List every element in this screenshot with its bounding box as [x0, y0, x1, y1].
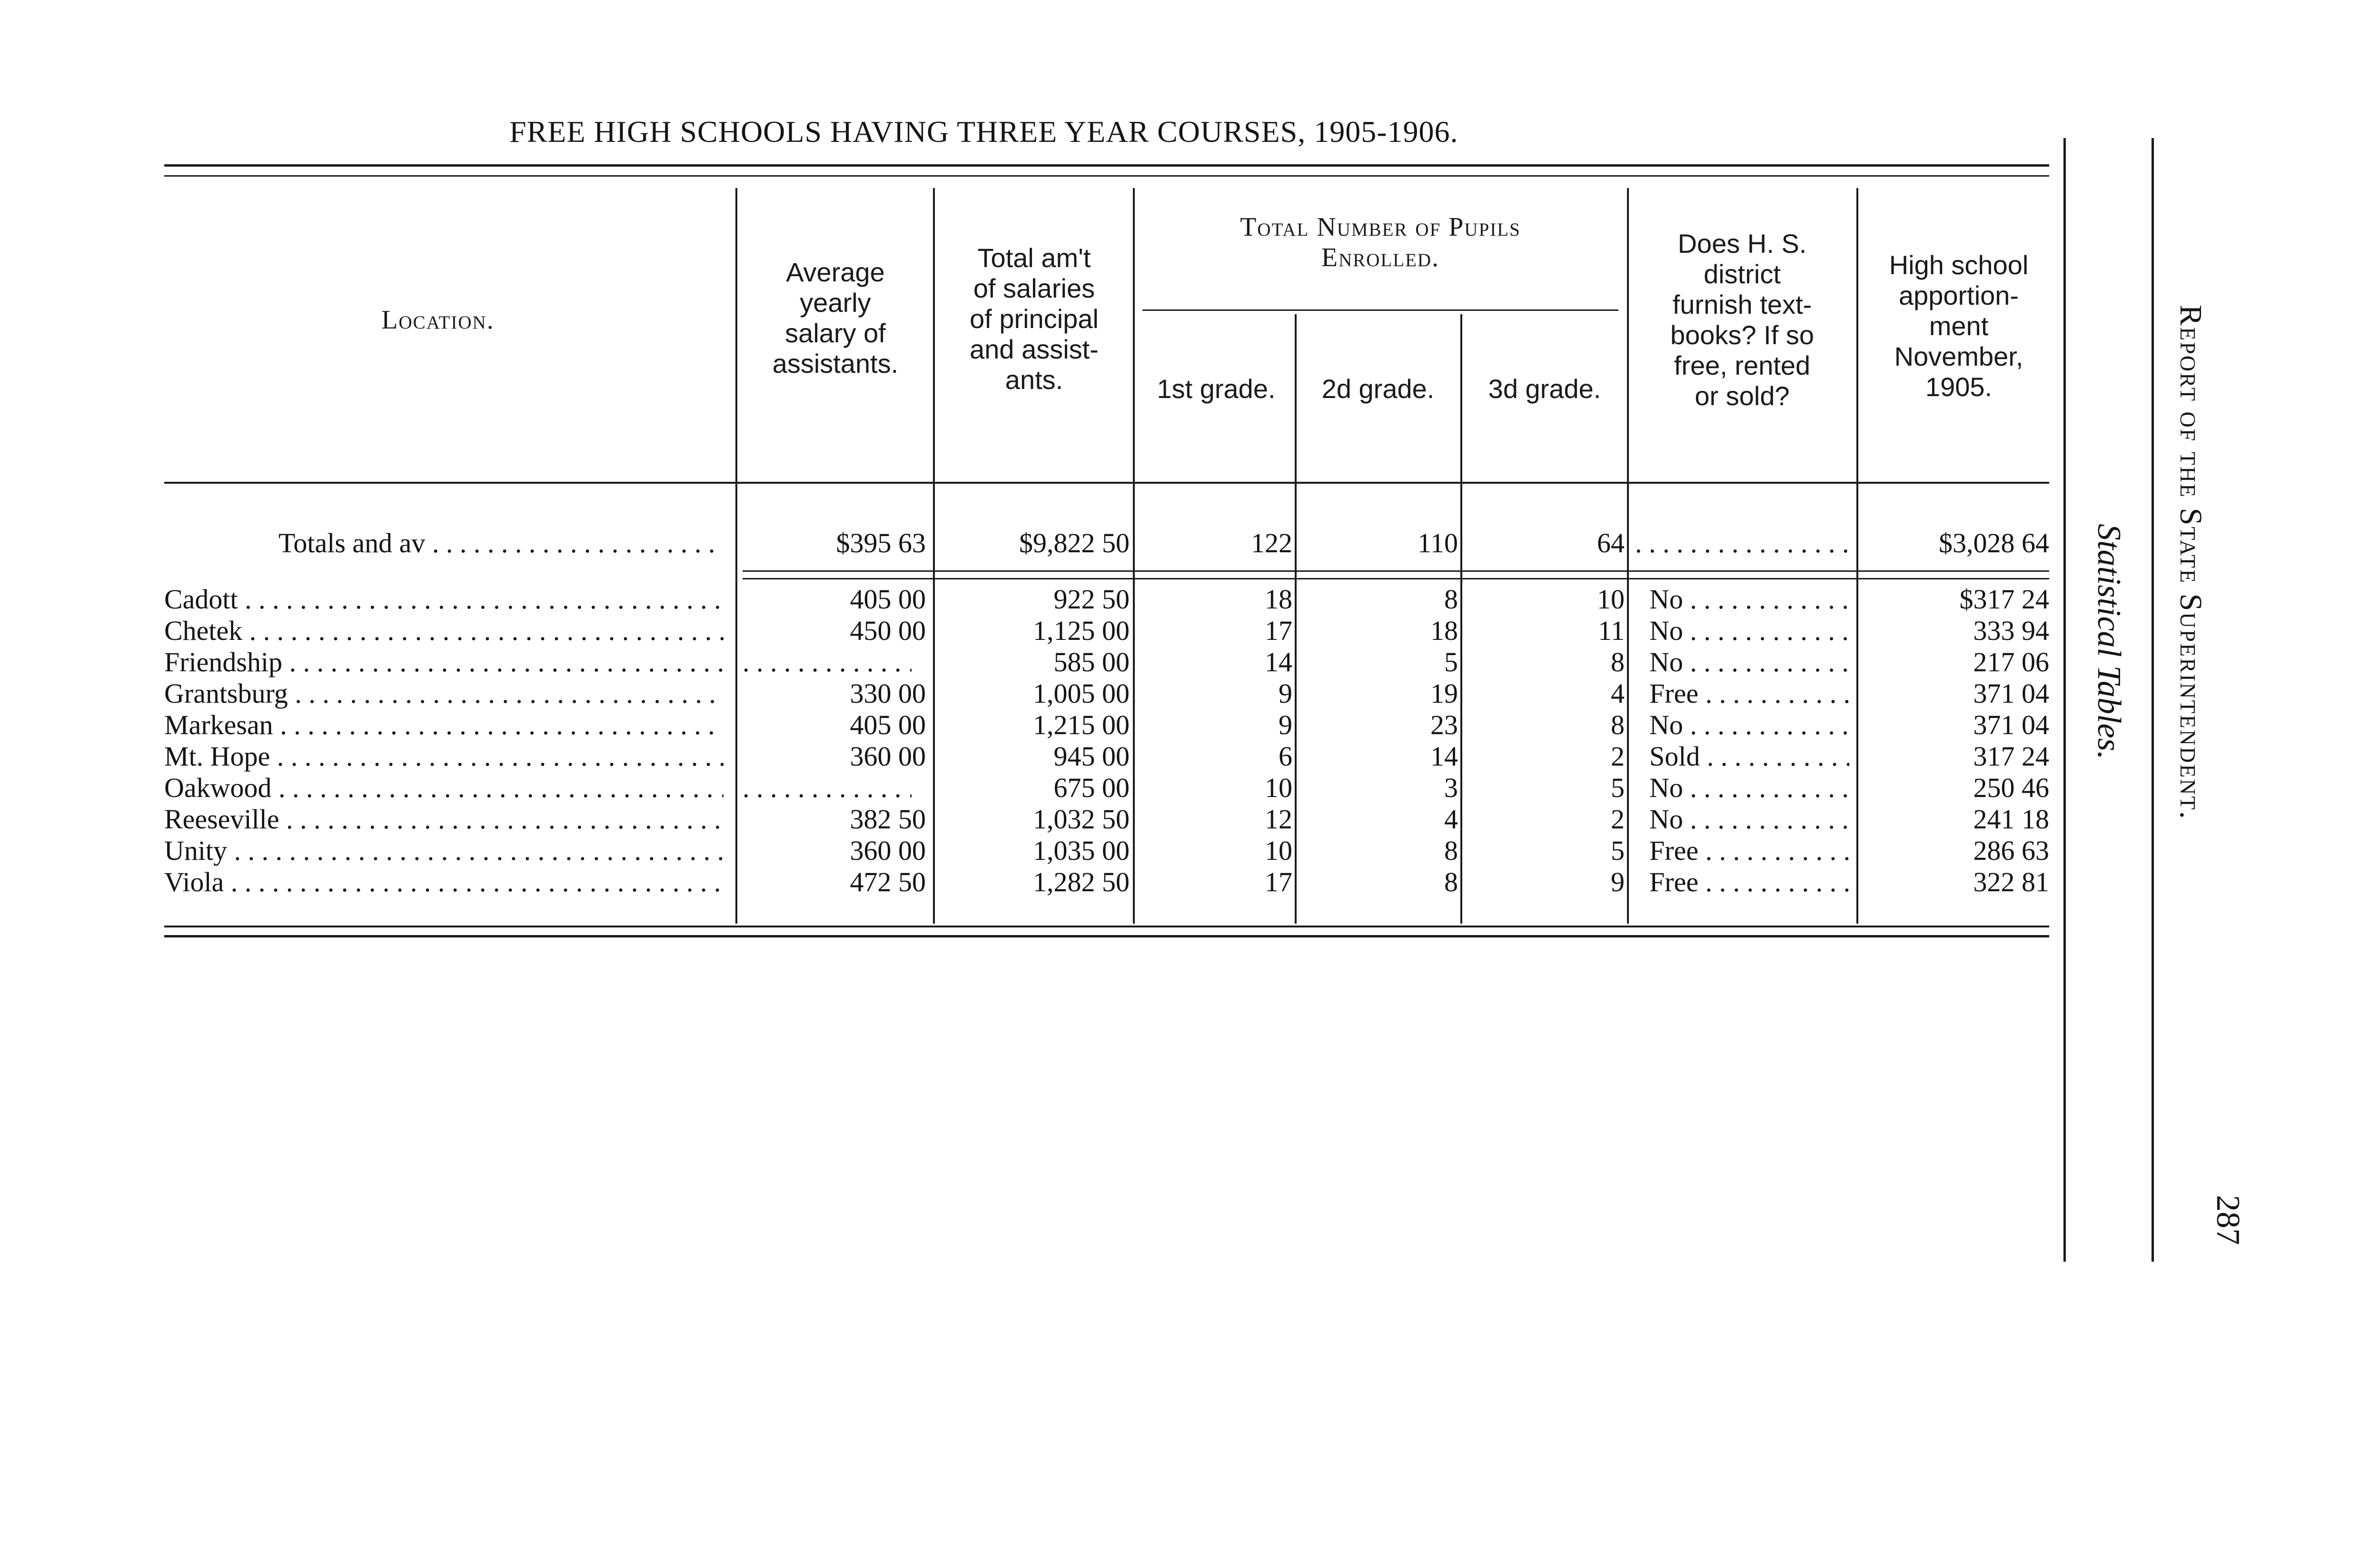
cell-avg-salary: 360 00 [850, 835, 926, 866]
totals-total-salaries: $9,822 50 [1019, 528, 1130, 558]
cell-avg-salary [743, 647, 912, 678]
cell-textbooks: No . . . [1649, 647, 1849, 678]
col-divider [933, 188, 935, 924]
margin-rule [2152, 138, 2154, 1262]
cell-grade-2: 8 [1444, 835, 1458, 866]
cell-avg-salary: 472 50 [850, 867, 926, 897]
cell-avg-salary: 360 00 [850, 741, 926, 772]
col-divider [1295, 314, 1297, 924]
cell-location: Mt. Hope . . . [164, 741, 724, 772]
cell-grade-1: 14 [1265, 647, 1292, 677]
cell-grade-2: 18 [1430, 615, 1458, 646]
cell-total-salaries: 1,282 50 [1033, 867, 1130, 897]
cell-apportionment: 371 04 [1973, 709, 2049, 740]
header-grade-1: 1st grade. [1157, 374, 1276, 404]
cell-grade-3: 11 [1598, 615, 1625, 646]
header-pupils-group: Total Number of Pupils Enrolled. [1240, 212, 1521, 272]
cell-grade-1: 17 [1265, 615, 1292, 646]
cell-location: Markesan . . . [164, 709, 724, 741]
cell-apportionment: $317 24 [1959, 584, 2049, 615]
header-rule [164, 482, 2049, 484]
cell-grade-3: 4 [1611, 678, 1625, 709]
cell-grade-2: 14 [1430, 741, 1458, 772]
cell-location: Oakwood . . . [164, 772, 724, 804]
totals-label-cell [278, 528, 724, 559]
cell-textbooks: No . . . [1649, 584, 1849, 615]
totals-avg-salary: $395 63 [836, 528, 926, 558]
cell-grade-1: 10 [1265, 835, 1292, 866]
cell-grade-2: 8 [1444, 867, 1458, 897]
cell-apportionment: 322 81 [1973, 867, 2049, 897]
cell-apportionment: 217 06 [1973, 647, 2049, 677]
cell-location: Chetek . . . [164, 615, 724, 647]
header-grade-2: 2d grade. [1321, 374, 1435, 404]
cell-apportionment: 250 46 [1973, 772, 2049, 803]
cell-textbooks: Free . . . [1649, 867, 1849, 898]
page-number: 287 [2210, 1195, 2246, 1245]
cell-avg-salary: 450 00 [850, 615, 926, 646]
totals-grade-2: 110 [1418, 528, 1458, 558]
cell-location: Friendship . . . [164, 647, 724, 678]
cell-textbooks: Free . . . [1649, 678, 1849, 709]
cell-grade-1: 10 [1265, 772, 1292, 803]
cell-grade-2: 4 [1444, 804, 1458, 835]
col-divider [735, 188, 737, 924]
cell-grade-2: 3 [1444, 772, 1458, 803]
cell-location: Unity . . . [164, 835, 724, 867]
top-rule-inner [164, 175, 2049, 177]
cell-avg-salary: 405 00 [850, 584, 926, 615]
cell-grade-1: 9 [1279, 709, 1292, 740]
cell-grade-3: 8 [1611, 647, 1625, 677]
totals-rule-inner [743, 578, 2049, 579]
cell-grade-3: 9 [1611, 867, 1625, 897]
bottom-rule [164, 926, 2049, 927]
cell-avg-salary: 330 00 [850, 678, 926, 709]
margin-rule [2063, 138, 2066, 1262]
header-avg-salary: Average yearly salary of assistants. [772, 257, 899, 379]
cell-location: Grantsburg . . . [164, 678, 724, 709]
totals-apportionment: $3,028 64 [1939, 528, 2049, 558]
cell-grade-3: 5 [1611, 772, 1625, 803]
cell-avg-salary [743, 772, 912, 804]
cell-apportionment: 241 18 [1973, 804, 2049, 835]
cell-total-salaries: 1,125 00 [1033, 615, 1130, 646]
cell-grade-1: 6 [1279, 741, 1292, 772]
group-header-rule [1142, 309, 1618, 311]
cell-location: Reeseville . . . [164, 804, 724, 835]
page-title: FREE HIGH SCHOOLS HAVING THREE YEAR COURSES, 1905-1906. [509, 115, 1458, 149]
col-divider [1627, 188, 1629, 924]
cell-textbooks: No . . . [1649, 709, 1849, 741]
cell-total-salaries: 945 00 [1053, 741, 1130, 772]
col-divider [1460, 314, 1462, 924]
cell-apportionment: 333 94 [1973, 615, 2049, 646]
cell-total-salaries: 1,215 00 [1033, 709, 1130, 740]
section-title: Statistical Tables. [2091, 524, 2127, 760]
cell-textbooks: Free . . . [1649, 835, 1849, 867]
cell-avg-salary: 382 50 [850, 804, 926, 835]
totals-grade-3: 64 [1597, 528, 1625, 558]
cell-total-salaries: 675 00 [1053, 772, 1130, 803]
top-rule [164, 164, 2049, 167]
cell-total-salaries: 1,032 50 [1033, 804, 1130, 835]
col-divider [1133, 188, 1135, 924]
cell-location: Viola . . . [164, 867, 724, 898]
header-location: Location. [381, 305, 495, 335]
header-total-salaries: Total am't of salaries of principal and assist- ants. [970, 243, 1099, 395]
cell-total-salaries: 1,035 00 [1033, 835, 1130, 866]
cell-grade-3: 10 [1597, 584, 1625, 615]
cell-grade-2: 19 [1430, 678, 1458, 709]
cell-total-salaries: 922 50 [1053, 584, 1130, 615]
cell-apportionment: 317 24 [1973, 741, 2049, 772]
cell-grade-1: 12 [1265, 804, 1292, 835]
totals-label: Totals and av [278, 528, 426, 558]
cell-textbooks: No . . . [1649, 772, 1849, 804]
cell-apportionment: 371 04 [1973, 678, 2049, 709]
cell-grade-3: 8 [1611, 709, 1625, 740]
cell-grade-2: 5 [1444, 647, 1458, 677]
totals-rule [743, 570, 2049, 572]
cell-textbooks: No . . . [1649, 804, 1849, 835]
cell-location: Cadott . . . [164, 584, 724, 615]
cell-grade-2: 8 [1444, 584, 1458, 615]
cell-grade-1: 17 [1265, 867, 1292, 897]
cell-textbooks: Sold . . . [1649, 741, 1849, 772]
running-head: Report of the State Superintendent. [2173, 305, 2208, 820]
bottom-rule-inner [164, 935, 2049, 937]
cell-textbooks: No . . . [1649, 615, 1849, 647]
cell-grade-3: 2 [1611, 741, 1625, 772]
col-divider [1856, 188, 1858, 924]
cell-avg-salary: 405 00 [850, 709, 926, 740]
header-grade-3: 3d grade. [1488, 374, 1601, 404]
cell-grade-3: 2 [1611, 804, 1625, 835]
cell-grade-1: 9 [1279, 678, 1292, 709]
cell-grade-1: 18 [1265, 584, 1292, 615]
cell-grade-2: 23 [1430, 709, 1458, 740]
cell-apportionment: 286 63 [1973, 835, 2049, 866]
cell-total-salaries: 1,005 00 [1033, 678, 1130, 709]
totals-textbooks [1635, 528, 1852, 559]
header-textbooks: Does H. S. district furnish text- books? If so free, rented or sold? [1670, 229, 1814, 411]
cell-grade-3: 5 [1611, 835, 1625, 866]
totals-grade-1: 122 [1251, 528, 1292, 558]
cell-total-salaries: 585 00 [1053, 647, 1130, 677]
header-apportionment: High school apportion- ment November, 1905. [1889, 250, 2029, 402]
